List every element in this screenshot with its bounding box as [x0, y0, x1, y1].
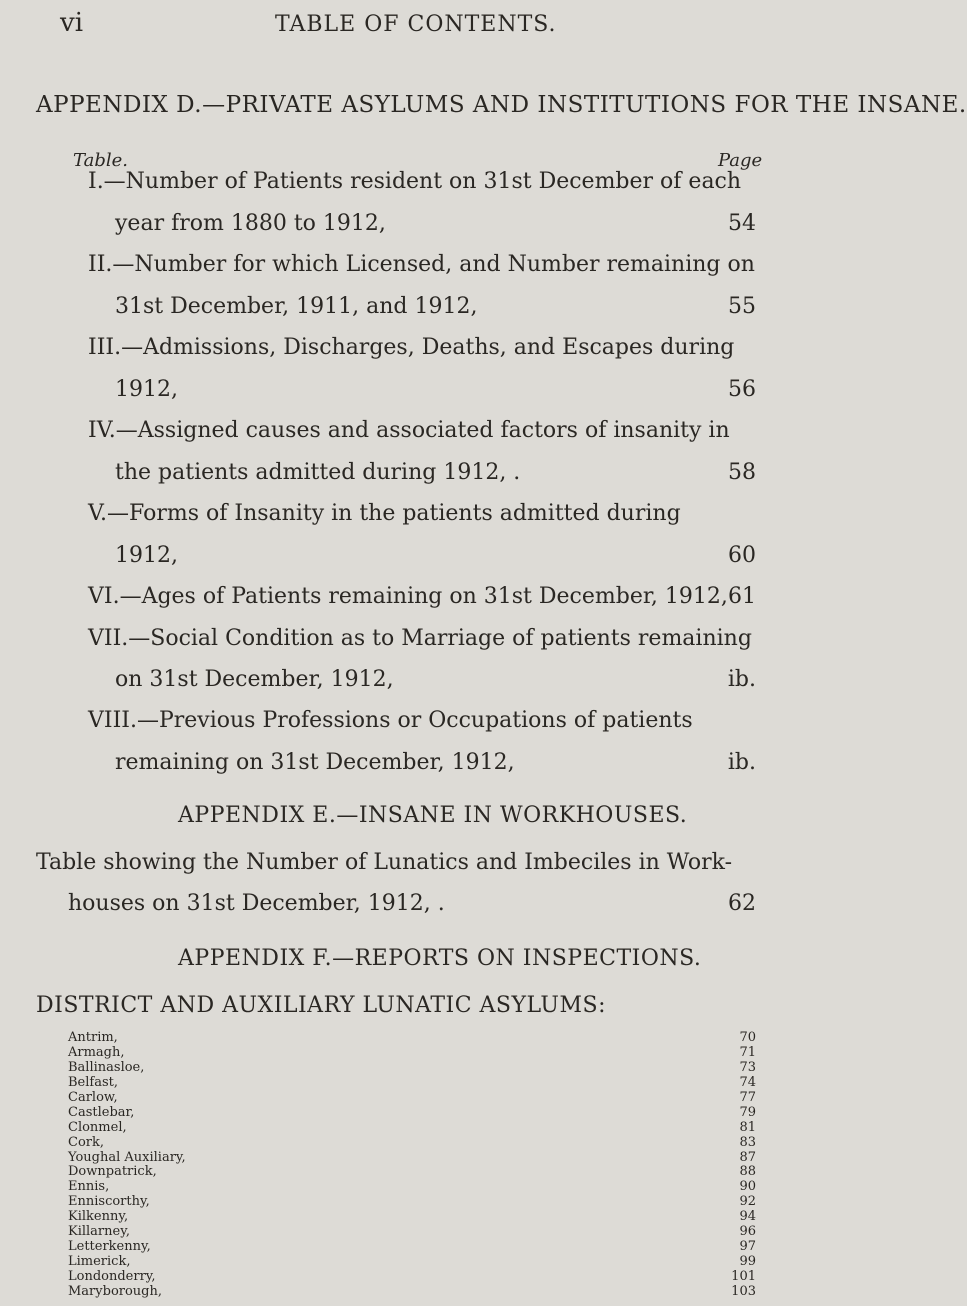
district-entry-page: 103 [731, 1284, 756, 1299]
toc-entry-title-cont: 1912, [115, 543, 178, 568]
toc-entry-page: 54 [728, 211, 756, 236]
toc-entry-title-cont: 1912, [115, 377, 178, 402]
district-entry-page: 77 [739, 1089, 756, 1105]
district-entry-page: 70 [739, 1030, 756, 1045]
district-entry-name: Cork, [68, 1134, 104, 1150]
page-number: vi [60, 8, 84, 38]
district-entry-page: 88 [739, 1164, 756, 1180]
toc-entry-title-cont: year from 1880 to 1912, [115, 211, 386, 236]
district-entry-page: 71 [739, 1044, 756, 1060]
district-entry-page: 96 [739, 1224, 756, 1240]
district-subheading: DISTRICT AND AUXILIARY LUNATIC ASYLUMS: [36, 993, 606, 1018]
district-entry-name: Ballinasloe, [68, 1059, 145, 1075]
toc-entry-title-cont: the patients admitted during 1912, . [115, 460, 521, 485]
district-entry-name: Maryborough, [68, 1284, 163, 1299]
district-entry-name: Letterkenny, [68, 1239, 151, 1255]
district-entry-name: Carlow, [68, 1089, 118, 1105]
district-entry-page: 79 [739, 1104, 756, 1120]
toc-entry-page: 60 [728, 543, 756, 568]
appendix-e-heading: APPENDIX E.—INSANE IN WORKHOUSES. [178, 803, 688, 828]
district-entry-page: 99 [739, 1254, 756, 1270]
district-entry-name: Enniscorthy, [68, 1194, 150, 1210]
toc-entry-title-cont: on 31st December, 1912, [115, 667, 394, 692]
district-entry-page: 83 [739, 1134, 756, 1150]
district-entry-page: 81 [739, 1119, 756, 1135]
toc-entry-title: V.—Forms of Insanity in the patients admitted during [88, 501, 681, 526]
district-entry-name: Killarney, [68, 1224, 130, 1240]
toc-entry-title: II.—Number for which Licensed, and Number remaining on [88, 252, 755, 277]
district-entry-page: 90 [739, 1179, 756, 1195]
toc-entry-page: ib. [727, 750, 756, 775]
toc-entry-title: VIII.—Previous Professions or Occupations of patients [88, 708, 693, 733]
district-entry-name: Downpatrick, [68, 1164, 157, 1180]
toc-entry-page: ib. [727, 667, 756, 692]
toc-entry-title: IV.—Assigned causes and associated factors of insanity in [88, 418, 730, 443]
district-entry-name: Limerick, [68, 1254, 131, 1270]
district-entry-name: Antrim, [68, 1030, 118, 1045]
district-entry-page: 74 [739, 1074, 756, 1090]
toc-entry-page: 55 [728, 294, 756, 319]
district-entry-page: 87 [739, 1149, 756, 1165]
toc-entry-title: III.—Admissions, Discharges, Deaths, and Escapes during [88, 335, 735, 360]
toc-entry-title-cont: 31st December, 1911, and 1912, [115, 294, 478, 319]
toc-entry-page: 61 [728, 584, 756, 609]
district-entry-name: Ennis, [68, 1179, 110, 1195]
appendix-f-heading: APPENDIX F.—REPORTS ON INSPECTIONS. [178, 946, 702, 971]
district-entry-page: 97 [739, 1239, 756, 1255]
district-entry-page: 73 [739, 1059, 756, 1075]
district-entry-page: 101 [731, 1269, 756, 1285]
district-entry-name: Youghal Auxiliary, [68, 1149, 186, 1165]
column-header-page: Page [718, 150, 763, 171]
district-entry-page: 92 [739, 1194, 756, 1210]
toc-entry-title: VI.—Ages of Patients remaining on 31st December, 1912, [88, 584, 728, 609]
district-entry-page: 94 [739, 1209, 756, 1225]
appendix-e-entry-page: 62 [728, 891, 756, 916]
district-entry-name: Clonmel, [68, 1119, 127, 1135]
district-entry-name: Castlebar, [68, 1104, 135, 1120]
district-entry-name: Belfast, [68, 1074, 118, 1090]
district-entry-name: Londonderry, [68, 1269, 156, 1285]
toc-entry-title: VII.—Social Condition as to Marriage of patients remaining [88, 626, 752, 651]
district-entry-name: Armagh, [68, 1044, 125, 1060]
column-header-table: Table. [73, 150, 128, 171]
toc-entry-title: I.—Number of Patients resident on 31st December of each [88, 169, 742, 194]
toc-entry-page: 58 [728, 460, 756, 485]
running-title: TABLE OF CONTENTS. [275, 12, 557, 37]
appendix-e-entry-title-cont: houses on 31st December, 1912, . [68, 891, 445, 916]
appendix-e-entry-title: Table showing the Number of Lunatics and Imbeciles in Work- [36, 850, 733, 875]
toc-entry-page: 56 [728, 377, 756, 402]
district-entry-name: Kilkenny, [68, 1209, 129, 1225]
toc-entry-title-cont: remaining on 31st December, 1912, [115, 750, 515, 775]
appendix-d-heading: APPENDIX D.—PRIVATE ASYLUMS AND INSTITUTIONS FOR THE INSANE. [36, 92, 967, 118]
